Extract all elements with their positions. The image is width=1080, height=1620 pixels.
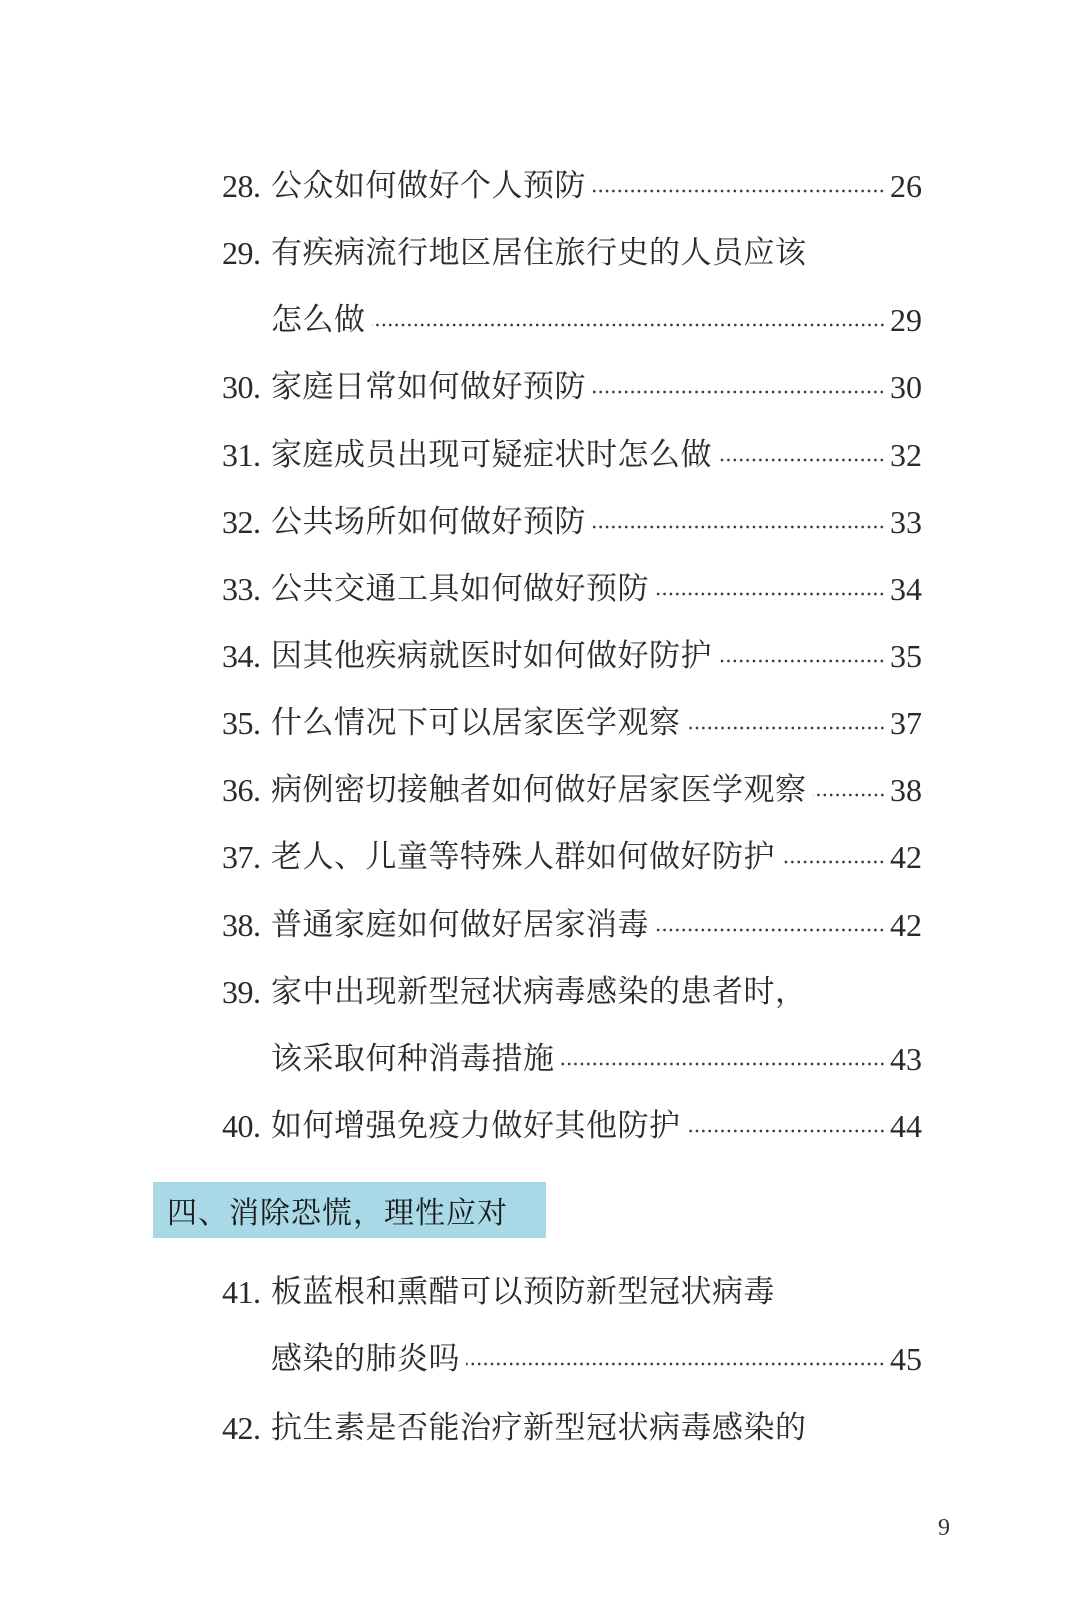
toc-entry-41 xyxy=(222,1270,922,1314)
entry-number: 31. xyxy=(222,437,261,473)
entry-number: 35. xyxy=(222,705,261,741)
entry-page-number: 45 xyxy=(890,1341,922,1377)
entry-title-continued: 感染的肺炎吗 xyxy=(271,1341,460,1377)
entry-title: 家庭日常如何做好预防 xyxy=(271,369,586,405)
toc-entry-32 xyxy=(222,500,922,544)
entry-page-number: 43 xyxy=(890,1041,922,1077)
entry-number: 41. xyxy=(222,1274,261,1310)
entry-page-number: 33 xyxy=(890,504,922,540)
dot-leader xyxy=(718,458,885,462)
toc-entry-29 xyxy=(222,231,922,275)
entry-number: 28. xyxy=(222,168,261,204)
entry-title-continued: 该采取何种消毒措施 xyxy=(271,1041,555,1077)
entry-number: 42. xyxy=(222,1410,261,1446)
toc-entry-28 xyxy=(222,164,922,208)
entry-title: 家庭成员出现可疑症状时怎么做 xyxy=(271,437,712,473)
toc-entry-35 xyxy=(222,701,922,745)
toc-entry-41-continued xyxy=(222,1337,922,1381)
entry-title: 病例密切接触者如何做好居家医学观察 xyxy=(271,772,807,808)
toc-entry-40 xyxy=(222,1104,922,1148)
dot-leader xyxy=(592,189,885,193)
entry-page-number: 34 xyxy=(890,571,922,607)
dot-leader xyxy=(561,1062,886,1066)
entry-page-number: 26 xyxy=(890,168,922,204)
entry-title: 老人、儿童等特殊人群如何做好防护 xyxy=(271,839,775,875)
entry-title: 如何增强免疫力做好其他防护 xyxy=(271,1108,681,1144)
entry-title: 抗生素是否能治疗新型冠状病毒感染的 xyxy=(271,1410,807,1446)
page-number: 9 xyxy=(938,1515,950,1541)
toc-entry-37 xyxy=(222,835,922,879)
toc-entry-42 xyxy=(222,1406,922,1450)
entry-number: 36. xyxy=(222,772,261,808)
entry-page-number: 30 xyxy=(890,369,922,405)
toc-entry-33 xyxy=(222,567,922,611)
dot-leader xyxy=(781,860,885,864)
dot-leader xyxy=(687,726,886,730)
entry-page-number: 29 xyxy=(890,302,922,338)
toc-entry-31 xyxy=(222,433,922,477)
entry-title: 有疾病流行地区居住旅行史的人员应该 xyxy=(271,235,807,271)
entry-page-number: 38 xyxy=(890,772,922,808)
entry-title: 板蓝根和熏醋可以预防新型冠状病毒 xyxy=(271,1274,775,1310)
entry-number: 30. xyxy=(222,369,261,405)
entry-page-number: 37 xyxy=(890,705,922,741)
toc-entry-30 xyxy=(222,365,922,409)
dot-leader xyxy=(592,525,885,529)
dot-leader xyxy=(592,390,885,394)
dot-leader xyxy=(466,1362,885,1366)
entry-number: 38. xyxy=(222,907,261,943)
entry-number: 29. xyxy=(222,235,261,271)
entry-number: 34. xyxy=(222,638,261,674)
section-title: 四、消除恐慌，理性应对 xyxy=(167,1196,508,1231)
dot-leader xyxy=(655,928,885,932)
entry-number: 33. xyxy=(222,571,261,607)
entry-page-number: 32 xyxy=(890,437,922,473)
entry-number: 40. xyxy=(222,1108,261,1144)
toc-entry-36 xyxy=(222,768,922,812)
entry-title: 公众如何做好个人预防 xyxy=(271,168,586,204)
entry-title: 公共交通工具如何做好预防 xyxy=(271,571,649,607)
entry-title: 公共场所如何做好预防 xyxy=(271,504,586,540)
entry-number: 32. xyxy=(222,504,261,540)
entry-title: 普通家庭如何做好居家消毒 xyxy=(271,907,649,943)
entry-title: 家中出现新型冠状病毒感染的患者时， xyxy=(271,974,807,1010)
section-header xyxy=(153,1182,546,1238)
toc-entry-34 xyxy=(222,634,922,678)
dot-leader xyxy=(655,592,885,596)
dot-leader xyxy=(813,793,886,797)
entry-number: 39. xyxy=(222,974,261,1010)
dot-leader xyxy=(687,1129,886,1133)
toc-entry-38 xyxy=(222,903,922,947)
toc-entry-39-continued xyxy=(222,1037,922,1081)
entry-page-number: 42 xyxy=(890,839,922,875)
entry-page-number: 42 xyxy=(890,907,922,943)
dot-leader xyxy=(372,323,886,327)
entry-page-number: 35 xyxy=(890,638,922,674)
entry-title: 什么情况下可以居家医学观察 xyxy=(271,705,681,741)
entry-number: 37. xyxy=(222,839,261,875)
entry-title-continued: 怎么做 xyxy=(271,302,366,338)
entry-title: 因其他疾病就医时如何做好防护 xyxy=(271,638,712,674)
dot-leader xyxy=(718,659,885,663)
toc-entry-29-continued xyxy=(222,298,922,342)
entry-page-number: 44 xyxy=(890,1108,922,1144)
toc-entry-39 xyxy=(222,970,922,1014)
